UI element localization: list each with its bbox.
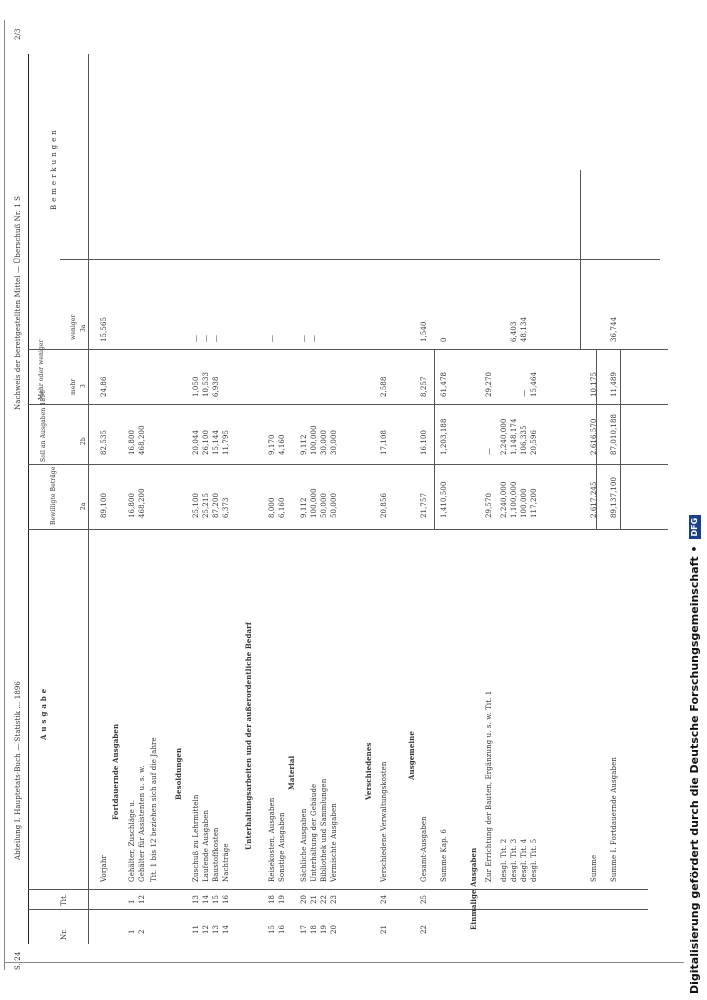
row-nr: 22: [420, 924, 428, 934]
row-bewilligt: 9,112: [300, 497, 308, 518]
once-row-bewilligt: 2,240,000: [500, 481, 508, 518]
row-soll: 11,795: [222, 429, 230, 455]
row-mehr: 24,86: [100, 376, 108, 397]
row-tit: 19: [278, 894, 286, 904]
row-tit: 21: [310, 894, 318, 904]
row-soll: 15,144: [212, 429, 220, 455]
folio-left: S. 24: [14, 951, 22, 970]
once-row-soll: 106,335: [520, 425, 528, 455]
row-bewilligt: 21,757: [420, 492, 428, 518]
row-soll: 1,203,188: [440, 418, 448, 455]
row-mehr: 61,478: [440, 371, 448, 397]
row-nr: 1: [128, 929, 136, 934]
row-tit: 22: [320, 894, 328, 904]
row-nr: 20: [330, 924, 338, 934]
row-bewilligt: 6,160: [278, 497, 286, 518]
row-weniger: —: [268, 334, 276, 342]
col-head-ausgabe: Ausgabe: [39, 685, 48, 740]
section-heading-6: Ausgemeine: [407, 731, 416, 780]
col-rule-soll: [28, 464, 668, 465]
once-row-bewilligt: 117,200: [530, 488, 538, 518]
row-text: Bibliothek und Sammlungen: [320, 778, 328, 882]
once-row-text: desgl. Tit. 5: [530, 838, 538, 882]
once-row-bewilligt: 89,137,100: [610, 476, 618, 518]
once-row-mehr: 11,489: [610, 371, 618, 397]
sum-rule-3: [620, 350, 621, 530]
row-weniger: —: [212, 334, 220, 342]
dfg-logo-icon: DFG: [689, 515, 701, 540]
row-tit: 18: [268, 894, 276, 904]
once-row-soll: 1,148,174: [510, 418, 518, 455]
row-weniger: 1,540: [420, 321, 428, 342]
row-tit: 1: [128, 899, 136, 904]
row-text: Zuschuß zu Lehrmitteln: [192, 794, 200, 882]
once-row-text: Summe: [590, 854, 598, 882]
row-text: Unterhaltung der Gebäude: [310, 783, 318, 882]
dfg-banner: [684, 6, 706, 994]
section-heading-5: Verschiedenes: [364, 742, 373, 800]
col-rule-bem: [60, 259, 660, 260]
col-head-tit: Tit.: [60, 893, 68, 906]
row-soll: 16,800: [128, 429, 136, 455]
row-nr: 11: [192, 924, 200, 934]
once-row-bewilligt: 29,570: [485, 492, 493, 518]
table-top-rule: [28, 54, 29, 944]
row-tit: 12: [138, 894, 146, 904]
once-row-weniger: 36,744: [610, 316, 618, 342]
col-rule-tit: [28, 889, 648, 890]
section-heading-4: Material: [287, 755, 296, 790]
row-bewilligt: 89,100: [100, 492, 108, 518]
once-row-weniger: 6,403: [510, 321, 518, 342]
row-text: Tit. 1 bis 12 beziehen sich auf die Jahre: [150, 737, 158, 882]
row-mehr: 10,533: [202, 371, 210, 397]
row-nr: 18: [310, 924, 318, 934]
col-rule-bew: [28, 529, 668, 530]
row-nr: 2: [138, 929, 146, 934]
row-text: Laufende Ausgaben: [202, 809, 210, 882]
row-soll: 17,108: [380, 429, 388, 455]
row-nr: 13: [212, 924, 220, 934]
row-soll: 4,160: [278, 434, 286, 455]
col-rule-weniger: [28, 349, 668, 350]
row-soll: 26,100: [202, 429, 210, 455]
once-row-soll: 2,240,000: [500, 418, 508, 455]
header-right: Nachweis der bereitgestellten Mittel — Überschuß Nr. 1 S: [14, 195, 22, 410]
row-tit: 13: [192, 894, 200, 904]
row-nr: 15: [268, 924, 276, 934]
row-nr: 19: [320, 924, 328, 934]
row-text: Summe Kap. 6: [440, 829, 448, 882]
row-bewilligt: 16,800: [128, 492, 136, 518]
row-bewilligt: 20,856: [380, 492, 388, 518]
once-row-text: desgl. Tit. 3: [510, 838, 518, 882]
row-weniger: —: [300, 334, 308, 342]
row-nr: 17: [300, 924, 308, 934]
row-text: Vermischte Ausgaben: [330, 803, 338, 882]
once-row-soll: 87,010,188: [610, 413, 618, 455]
row-text: Baustoffkosten: [212, 827, 220, 882]
row-tit: 14: [202, 894, 210, 904]
row-bewilligt: 25,215: [202, 492, 210, 518]
once-row-bewilligt: 100,000: [520, 488, 528, 518]
sum-rule-2: [596, 350, 597, 530]
once-row-text: Summe I. Fortdauernde Ausgaben: [610, 757, 618, 882]
once-row-mehr: 29,270: [485, 371, 493, 397]
row-text: Gehälter für Assistenten u. s. w.: [138, 765, 146, 882]
col-rule-nr: [28, 909, 648, 910]
row-tit: 20: [300, 894, 308, 904]
row-mehr: 8,257: [420, 376, 428, 397]
remark-rule: [580, 170, 581, 350]
row-bewilligt: 25,100: [192, 492, 200, 518]
once-row-bewilligt: 1,100,000: [510, 481, 518, 518]
once-row-soll: 20,596: [530, 429, 538, 455]
row-mehr: 1,050: [192, 376, 200, 397]
row-soll: 16,100: [420, 429, 428, 455]
row-text: Nachträge: [222, 843, 230, 882]
row-nr: 12: [202, 924, 210, 934]
col-num-a: 2a: [80, 502, 87, 510]
once-row-soll: —: [485, 447, 493, 455]
row-weniger: —: [310, 334, 318, 342]
row-text: Vorjahr: [100, 855, 108, 882]
header-left: Abteilung I. Hauptetats-Buch — Statistik ... 1896: [14, 681, 22, 860]
col-num-c: 3: [80, 384, 87, 388]
col-head-mehr: mehr: [70, 378, 77, 395]
row-mehr: 6,938: [212, 376, 220, 397]
col-num-d: 3a: [80, 324, 87, 332]
col-head-bemerkungen: Bemerkungen: [50, 127, 58, 210]
section-heading-3: Unterhaltungsarbeiten und der außerordentliche Bedarf: [244, 621, 253, 850]
row-weniger: —: [192, 334, 200, 342]
row-text: Gesamt-Ausgaben: [420, 816, 428, 882]
col-head-bew: Bewilligte Beträge: [50, 466, 57, 525]
sum-rule-1: [434, 350, 435, 530]
row-soll: 9,112: [300, 434, 308, 455]
row-bewilligt: 87,200: [212, 492, 220, 518]
col-head-weniger: weniger: [70, 314, 77, 340]
col-head-nr: Nr.: [60, 928, 68, 940]
col-num-b: 2b: [80, 437, 87, 445]
row-bewilligt: 50,000: [330, 492, 338, 518]
once-row-mehr: —: [520, 389, 528, 397]
row-bewilligt: 6,373: [222, 497, 230, 518]
row-bewilligt: 100,000: [310, 488, 318, 518]
page-number: 2/3: [14, 28, 22, 40]
once-row-soll: 2,616,570: [590, 418, 598, 455]
banner-text: Digitalisierung gefördert durch die Deutsche Forschungsgemeinschaft •: [688, 545, 701, 994]
row-nr: 16: [278, 924, 286, 934]
once-row-mehr: 10,175: [590, 371, 598, 397]
section-heading-7: Einmalige Ausgaben: [469, 847, 478, 930]
row-text: Sächliche Ausgaben: [300, 808, 308, 882]
row-soll: 468,200: [138, 425, 146, 455]
row-tit: 23: [330, 894, 338, 904]
row-text: Gehälter, Zuschläge u.: [128, 799, 136, 882]
once-row-weniger: 48,134: [520, 316, 528, 342]
row-soll: 30,000: [330, 429, 338, 455]
row-soll: 20,044: [192, 429, 200, 455]
row-weniger: 15,565: [100, 316, 108, 342]
col-rule-mehr: [28, 404, 668, 405]
row-soll: 100,000: [310, 425, 318, 455]
col-head-mw: Mehr oder weniger: [38, 339, 45, 400]
row-weniger: 0: [440, 337, 448, 342]
row-text: Reisekosten, Ausgaben: [268, 797, 276, 882]
once-row-bewilligt: 2,617,245: [590, 481, 598, 518]
row-bewilligt: 1,410,500: [440, 481, 448, 518]
row-mehr: 2,588: [380, 376, 388, 397]
section-heading-1: Fortdauernde Ausgaben: [111, 723, 120, 820]
row-soll: 30,000: [320, 429, 328, 455]
once-row-mehr: 15,464: [530, 371, 538, 397]
row-tit: 15: [212, 894, 220, 904]
row-nr: 14: [222, 924, 230, 934]
row-soll: 82,535: [100, 429, 108, 455]
row-text: Verschiedene Verwaltungskosten: [380, 761, 388, 882]
row-text: Sonstige Ausgaben: [278, 812, 286, 882]
row-bewilligt: 468,200: [138, 488, 146, 518]
row-tit: 16: [222, 894, 230, 904]
col-head-soll: Soll an Ausgaben 1896: [40, 389, 47, 462]
section-heading-2: Besoldungen: [174, 747, 183, 800]
header-bottom-rule: [88, 54, 89, 944]
once-row-text: Zur Errichtung der Bauten, Ergänzung u. s. w. Tit. 1: [485, 690, 493, 882]
row-tit: 25: [420, 894, 428, 904]
row-weniger: —: [202, 334, 210, 342]
row-tit: 24: [380, 894, 388, 904]
once-row-text: desgl. Tit. 4: [520, 838, 528, 882]
row-nr: 21: [380, 924, 388, 934]
row-bewilligt: 50,000: [320, 492, 328, 518]
once-row-text: desgl. Tit. 2: [500, 838, 508, 882]
row-soll: 9,170: [268, 434, 276, 455]
row-bewilligt: 8,000: [268, 497, 276, 518]
